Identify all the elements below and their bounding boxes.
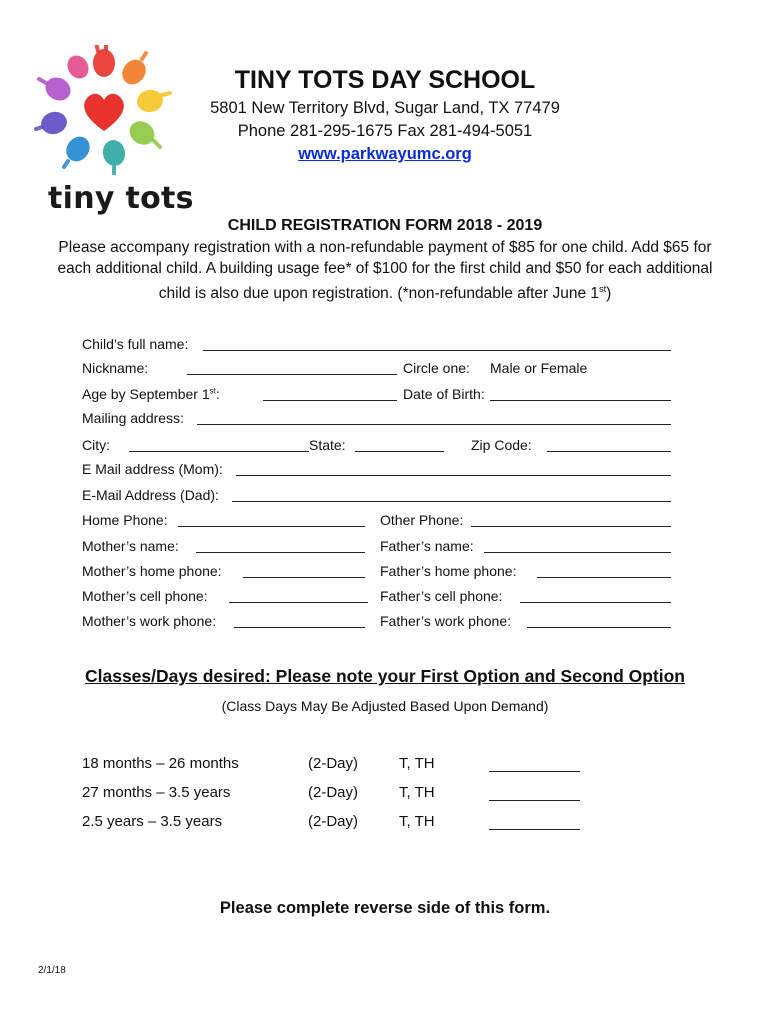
father-name-field[interactable]: [484, 538, 671, 553]
class-row-1-days: (2-Day): [308, 755, 359, 772]
father-cell-phone-field[interactable]: [520, 588, 671, 603]
form-title: CHILD REGISTRATION FORM 2018 - 2019: [227, 217, 543, 234]
email-mom-label: E Mail address (Mom):: [82, 461, 223, 477]
circle-one-label: Circle one:: [403, 360, 470, 376]
mother-name-label: Mother’s name:: [82, 538, 179, 554]
age-label-colon: :: [215, 386, 220, 402]
city-label: City:: [82, 437, 110, 453]
zip-field[interactable]: [547, 437, 671, 452]
father-work-phone-label: Father’s work phone:: [380, 613, 511, 629]
age-label-text: Age by September 1: [82, 386, 210, 402]
email-mom-field[interactable]: [236, 461, 671, 476]
reverse-side-note: Please complete reverse side of this form.: [219, 899, 551, 917]
class-row-2-option-field[interactable]: [489, 786, 580, 801]
class-row-2-schedule: T, TH: [399, 784, 435, 801]
class-row-2-age: 27 months – 3.5 years: [82, 784, 231, 801]
child-name-label: Child’s full name:: [82, 336, 189, 352]
father-name-label: Father’s name:: [380, 538, 474, 554]
gender-options[interactable]: Male or Female: [490, 360, 588, 376]
mother-home-phone-label: Mother’s home phone:: [82, 563, 222, 579]
class-row-1-age: 18 months – 26 months: [82, 755, 239, 772]
email-dad-label: E-Mail Address (Dad):: [82, 487, 219, 503]
mother-work-phone-label: Mother’s work phone:: [82, 613, 217, 629]
handprints-heart-icon: [34, 45, 174, 175]
website-link[interactable]: www.parkwayumc.org: [298, 145, 472, 163]
mother-cell-phone-label: Mother’s cell phone:: [82, 588, 208, 604]
class-row-3-days: (2-Day): [308, 813, 359, 830]
father-home-phone-label: Father’s home phone:: [380, 563, 517, 579]
child-name-field[interactable]: [203, 336, 671, 351]
dob-field[interactable]: [490, 386, 671, 401]
mailing-address-label: Mailing address:: [82, 410, 184, 426]
age-label-sup: st: [209, 386, 216, 396]
state-field[interactable]: [355, 437, 444, 452]
city-field[interactable]: [129, 437, 309, 452]
class-row-3-age: 2.5 years – 3.5 years: [82, 813, 223, 830]
logo-graphic: [34, 45, 174, 175]
logo-text: tiny tots: [48, 181, 194, 216]
classes-heading: Classes/Days desired: Please note your First Option and Second Option: [84, 666, 685, 686]
home-phone-field[interactable]: [178, 512, 365, 527]
class-row-2-days: (2-Day): [308, 784, 359, 801]
school-address: 5801 New Territory Blvd, Sugar Land, TX 77479: [210, 99, 560, 117]
school-phone-fax: Phone 281-295-1675 Fax 281-494-5051: [237, 122, 533, 140]
mother-home-phone-field[interactable]: [243, 563, 365, 578]
intro-end: ): [606, 285, 612, 303]
mother-work-phone-field[interactable]: [234, 613, 365, 628]
state-label: State:: [309, 437, 346, 453]
age-field[interactable]: [263, 386, 397, 401]
email-dad-field[interactable]: [232, 487, 671, 502]
nickname-field[interactable]: [187, 360, 397, 375]
mother-name-field[interactable]: [196, 538, 365, 553]
zip-label: Zip Code:: [471, 437, 532, 453]
nickname-label: Nickname:: [82, 360, 149, 376]
class-row-1-schedule: T, TH: [399, 755, 435, 772]
intro-sup: st: [599, 284, 607, 294]
mother-cell-phone-field[interactable]: [229, 588, 368, 603]
other-phone-field[interactable]: [471, 512, 671, 527]
school-name: TINY TOTS DAY SCHOOL: [234, 66, 536, 94]
registration-intro: [40, 237, 730, 304]
dob-label: Date of Birth:: [403, 386, 485, 402]
footer-date: 2/1/18: [38, 965, 66, 976]
other-phone-label: Other Phone:: [380, 512, 464, 528]
intro-text: Please accompany registration with a non-refundable payment of $85 for one child. Add $65 for each additional child. A building usage fee* of $100 for the first child and $50 for each additional child is also due upon registration. (*non-refundable after June 1: [57, 239, 713, 303]
father-home-phone-field[interactable]: [537, 563, 671, 578]
father-work-phone-field[interactable]: [527, 613, 671, 628]
classes-note: (Class Days May Be Adjusted Based Upon Demand): [221, 698, 549, 714]
class-row-3-schedule: T, TH: [399, 813, 435, 830]
mailing-address-field[interactable]: [197, 410, 671, 425]
class-row-3-option-field[interactable]: [489, 815, 580, 830]
class-row-1-option-field[interactable]: [489, 757, 580, 772]
father-cell-phone-label: Father’s cell phone:: [380, 588, 503, 604]
home-phone-label: Home Phone:: [82, 512, 168, 528]
age-label: [82, 386, 220, 402]
